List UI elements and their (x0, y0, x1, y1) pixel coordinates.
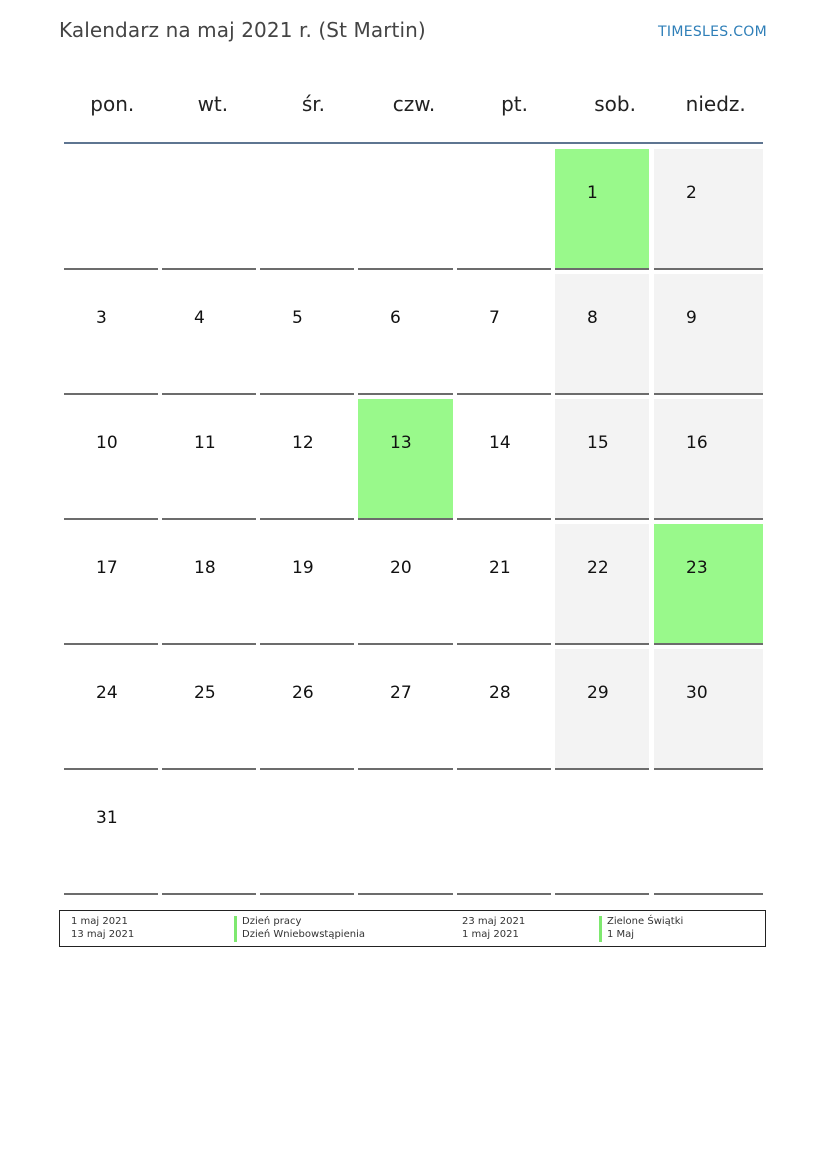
day-number: 12 (292, 433, 314, 453)
day-number: 2 (686, 183, 697, 203)
weekday-tue: wt. (197, 92, 229, 116)
empty-day-cell (457, 149, 551, 270)
day-number: 16 (686, 433, 708, 453)
day-cell (162, 524, 256, 645)
day-cell (64, 524, 158, 645)
day-number: 31 (96, 808, 118, 828)
empty-day-cell (358, 774, 453, 895)
day-number: 4 (194, 308, 205, 328)
legend-date: 1 maj 2021 (462, 929, 519, 940)
day-number: 5 (292, 308, 303, 328)
day-cell (555, 524, 649, 645)
page-title: Kalendarz na maj 2021 r. (St Martin) (59, 18, 426, 42)
day-number: 10 (96, 433, 118, 453)
day-cell (260, 649, 354, 770)
day-cell (555, 399, 649, 520)
day-cell (457, 524, 551, 645)
day-number: 30 (686, 683, 708, 703)
day-cell (64, 649, 158, 770)
empty-day-cell (654, 774, 763, 895)
weekday-wed: śr. (301, 92, 325, 116)
day-number: 26 (292, 683, 314, 703)
day-cell (358, 399, 453, 520)
day-cell (64, 399, 158, 520)
day-number: 24 (96, 683, 118, 703)
day-number: 22 (587, 558, 609, 578)
day-cell (654, 649, 763, 770)
day-cell (654, 274, 763, 395)
day-cell (64, 274, 158, 395)
day-cell (654, 149, 763, 270)
empty-day-cell (358, 149, 453, 270)
day-cell (654, 524, 763, 645)
day-cell (260, 399, 354, 520)
day-number: 1 (587, 183, 598, 203)
empty-day-cell (555, 774, 649, 895)
day-cell (162, 649, 256, 770)
day-number: 7 (489, 308, 500, 328)
weekday-thu: czw. (392, 92, 436, 116)
legend-holiday-name: Dzień Wniebowstąpienia (234, 929, 365, 940)
day-cell (358, 649, 453, 770)
day-number: 15 (587, 433, 609, 453)
weekday-fri: pt. (501, 92, 529, 116)
day-number: 6 (390, 308, 401, 328)
legend-holiday-name: Dzień pracy (234, 916, 301, 927)
day-number: 14 (489, 433, 511, 453)
day-cell (64, 774, 158, 895)
weekday-sun: niedz. (685, 92, 746, 116)
day-cell (260, 274, 354, 395)
day-cell (457, 274, 551, 395)
day-number: 21 (489, 558, 511, 578)
weekday-sat: sob. (594, 92, 636, 116)
legend-date: 13 maj 2021 (71, 929, 135, 940)
day-number: 18 (194, 558, 216, 578)
day-cell (457, 399, 551, 520)
day-number: 25 (194, 683, 216, 703)
empty-day-cell (260, 149, 354, 270)
day-cell (358, 524, 453, 645)
day-cell (555, 149, 649, 270)
day-number: 27 (390, 683, 412, 703)
weekday-mon: pon. (90, 92, 135, 116)
day-number: 19 (292, 558, 314, 578)
day-number: 8 (587, 308, 598, 328)
empty-day-cell (260, 774, 354, 895)
day-number: 3 (96, 308, 107, 328)
empty-day-cell (162, 149, 256, 270)
day-number: 20 (390, 558, 412, 578)
day-number: 29 (587, 683, 609, 703)
day-cell (162, 274, 256, 395)
brand-link[interactable]: TIMESLES.COM (658, 24, 767, 40)
day-cell (260, 524, 354, 645)
legend-date: 1 maj 2021 (71, 916, 128, 927)
day-cell (654, 399, 763, 520)
day-cell (555, 649, 649, 770)
day-cell (162, 399, 256, 520)
day-number: 13 (390, 433, 412, 453)
legend-date: 23 maj 2021 (462, 916, 526, 927)
day-number: 23 (686, 558, 708, 578)
day-number: 11 (194, 433, 216, 453)
legend-holiday-name: Zielone Świątki (599, 916, 683, 927)
empty-day-cell (457, 774, 551, 895)
day-cell (358, 274, 453, 395)
day-number: 9 (686, 308, 697, 328)
day-cell (457, 649, 551, 770)
day-cell (555, 274, 649, 395)
day-number: 28 (489, 683, 511, 703)
holiday-legend (59, 910, 766, 947)
empty-day-cell (64, 149, 158, 270)
legend-holiday-name: 1 Maj (599, 929, 634, 940)
empty-day-cell (162, 774, 256, 895)
day-number: 17 (96, 558, 118, 578)
